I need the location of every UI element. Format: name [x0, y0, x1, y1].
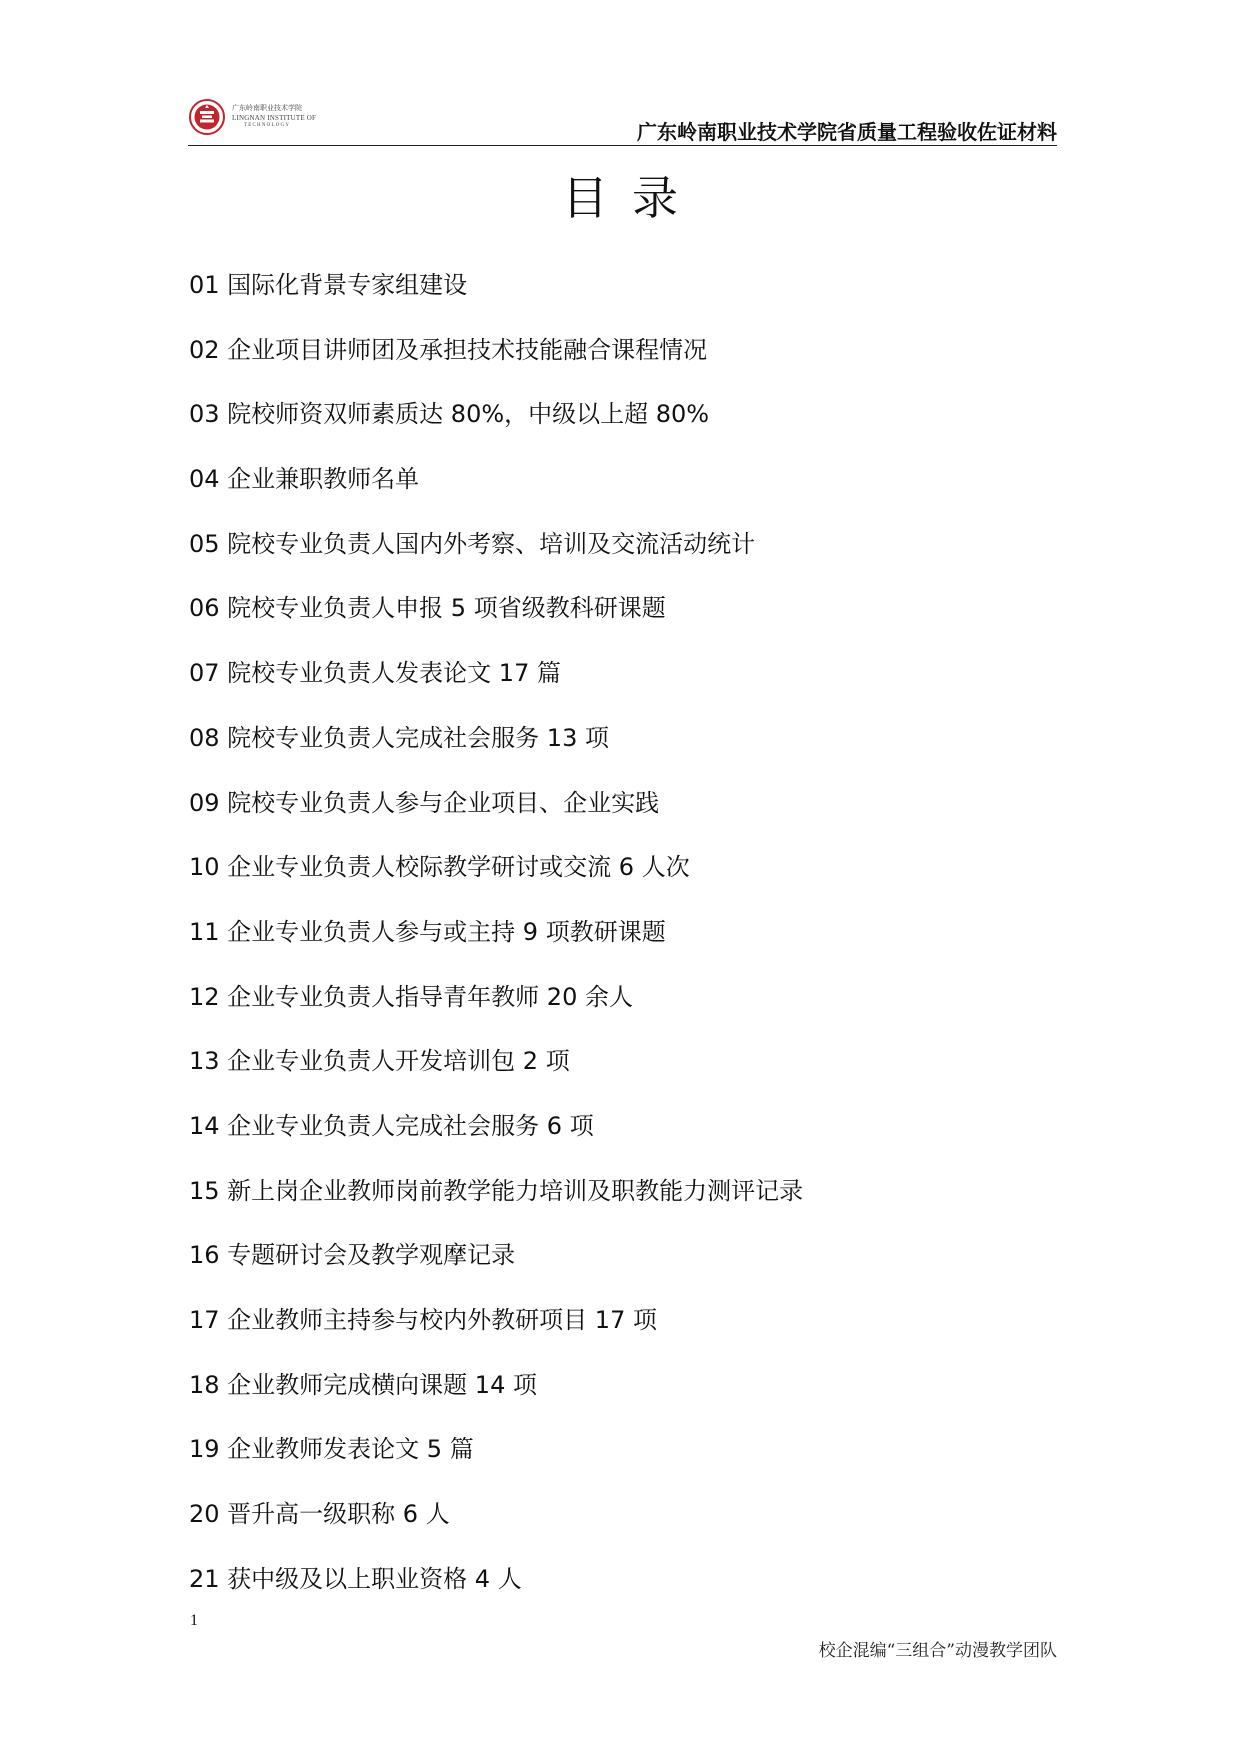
toc-item: 01 国际化背景专家组建设	[189, 271, 468, 299]
header-title: 广东岭南职业技术学院省质量工程验收佐证材料	[637, 120, 1057, 144]
toc-item: 11 企业专业负责人参与或主持 9 项教研课题	[189, 917, 666, 946]
toc-item: 19 企业教师发表论文 5 篇	[189, 1435, 474, 1464]
toc-item: 02 企业项目讲师团及承担技术技能融合课程情况	[189, 335, 708, 364]
page-title: 目录	[562, 171, 702, 225]
toc-item: 17 企业教师主持参与校内外教研项目 17 项	[189, 1306, 657, 1334]
toc-item: 16 专题研讨会及教学观摩记录	[189, 1241, 516, 1270]
toc-item: 08 院校专业负责人完成社会服务 13 项	[189, 723, 609, 752]
toc-item: 20 晋升高一级职称 6 人	[189, 1500, 450, 1529]
toc-item: 14 企业专业负责人完成社会服务 6 项	[189, 1111, 594, 1140]
toc-item: 15 新上岗企业教师岗前教学能力培训及职教能力测评记录	[189, 1176, 804, 1205]
header-divider	[188, 145, 1057, 146]
toc-item: 09 院校专业负责人参与企业项目、企业实践	[189, 788, 660, 817]
page-number: 1	[190, 1612, 198, 1629]
toc-item: 18 企业教师完成横向课题 14 项	[189, 1370, 537, 1399]
toc-item: 07 院校专业负责人发表论文 17 篇	[189, 659, 561, 688]
toc-item: 03 院校师资双师素质达 80%，中级以上超 80%	[189, 400, 710, 429]
toc-item: 10 企业专业负责人校际教学研讨或交流 6 人次	[189, 853, 690, 882]
toc-item: 04 企业兼职教师名单	[189, 465, 420, 494]
toc-item: 05 院校专业负责人国内外考察、培训及交流活动统计	[189, 529, 756, 558]
table-of-contents	[189, 270, 803, 1628]
toc-item: 13 企业专业负责人开发培训包 2 项	[189, 1047, 570, 1076]
institute-seal-icon	[188, 98, 228, 136]
toc-item: 21 获中级及以上职业资格 4 人	[189, 1564, 522, 1593]
toc-item: 06 院校专业负责人申报 5 项省级教科研课题	[189, 594, 666, 623]
logo-name-en-2: TECHNOLOGY	[244, 123, 291, 128]
page-header	[188, 92, 1057, 148]
footer-team-name: 校企混编“三组合”动漫教学团队	[818, 1641, 1057, 1661]
toc-item: 12 企业专业负责人指导青年教师 20 余人	[189, 982, 633, 1011]
logo-name-en: LINGNAN INSTITUTE OF	[232, 114, 317, 122]
logo-name-cn: 广东岭南职业技术学院	[232, 104, 302, 112]
institute-logo	[188, 98, 328, 136]
